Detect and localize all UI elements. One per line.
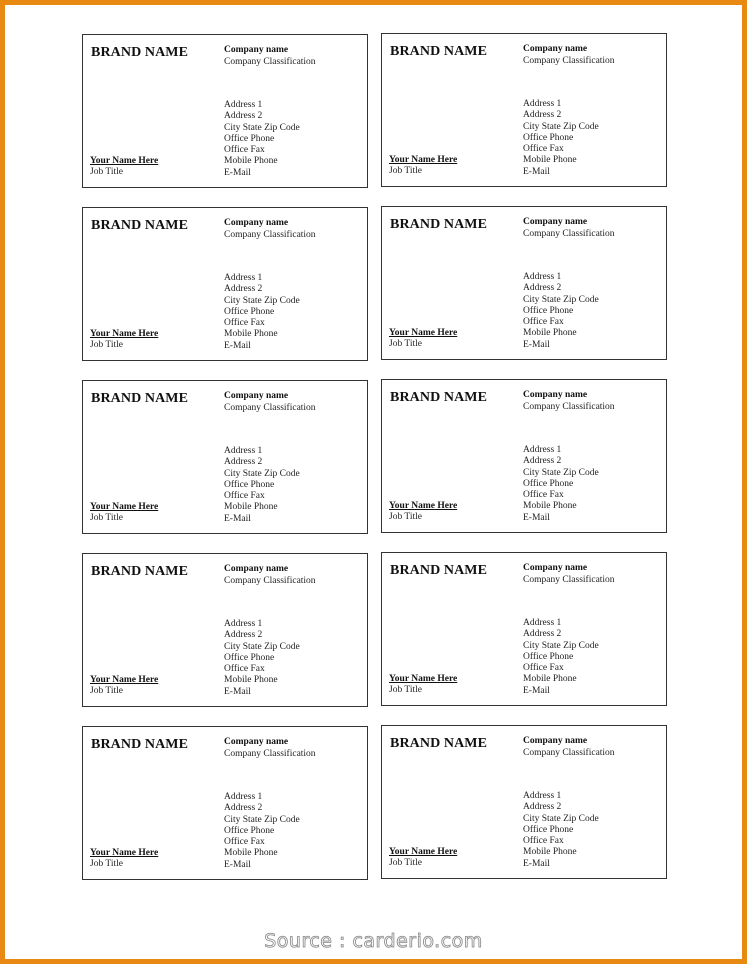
company-classification: Company Classification [523, 748, 615, 758]
contact-details [523, 272, 599, 351]
contact-line: E-Mail [224, 859, 251, 870]
contact-line: Address 2 [523, 283, 562, 294]
contact-line: City State Zip Code [224, 641, 300, 652]
contact-line: E-Mail [224, 167, 251, 178]
contact-line: Address 1 [523, 99, 562, 109]
contact-line: E-Mail [523, 858, 550, 869]
contact-details [523, 618, 599, 697]
job-title: Job Title [90, 340, 124, 350]
contact-line: Mobile Phone [523, 674, 577, 685]
job-title: Job Title [389, 685, 423, 695]
business-card [82, 553, 368, 707]
brand-name: BRAND NAME [390, 736, 488, 751]
contact-line: E-Mail [224, 686, 251, 697]
brand-name: BRAND NAME [390, 563, 488, 578]
job-title: Job Title [90, 686, 124, 696]
business-card [381, 33, 667, 187]
company-classification: Company Classification [523, 402, 615, 412]
company-name: Company name [224, 391, 289, 401]
business-card [82, 34, 368, 188]
contact-line: Address 1 [224, 792, 263, 802]
contact-line: Address 2 [224, 111, 263, 122]
contact-line: City State Zip Code [523, 640, 599, 651]
contact-line: Address 1 [523, 272, 562, 282]
business-card [82, 380, 368, 534]
contact-line: Address 2 [523, 456, 562, 467]
contact-line: Office Phone [523, 132, 574, 143]
contact-line: City State Zip Code [224, 295, 300, 306]
contact-line: E-Mail [224, 513, 251, 524]
contact-line: Office Fax [224, 837, 265, 848]
contact-line: Office Fax [523, 317, 564, 328]
brand-name: BRAND NAME [390, 390, 488, 405]
contact-line: Office Fax [523, 144, 564, 155]
contact-details [523, 445, 599, 524]
contact-line: Mobile Phone [523, 501, 577, 512]
job-title: Job Title [90, 167, 124, 177]
company-name: Company name [224, 737, 289, 747]
contact-line: Office Fax [224, 145, 265, 156]
contact-line: Mobile Phone [224, 329, 278, 340]
contact-line: E-Mail [224, 340, 251, 351]
contact-line: Office Phone [224, 133, 275, 144]
contact-line: Address 1 [224, 619, 263, 629]
job-title: Job Title [389, 339, 423, 349]
contact-details [224, 446, 300, 525]
brand-name: BRAND NAME [91, 391, 189, 406]
contact-line: Office Phone [224, 479, 275, 490]
company-classification: Company Classification [224, 576, 316, 586]
contact-line: Address 2 [224, 803, 263, 814]
your-name: Your Name Here [389, 501, 458, 511]
your-name: Your Name Here [389, 328, 458, 338]
company-classification: Company Classification [523, 56, 615, 66]
contact-line: Mobile Phone [224, 848, 278, 859]
contact-line: Mobile Phone [523, 328, 577, 339]
contact-details [224, 100, 300, 179]
contact-line: Mobile Phone [224, 675, 278, 686]
contact-line: Address 2 [224, 284, 263, 295]
company-name: Company name [224, 564, 289, 574]
company-name: Company name [523, 44, 588, 54]
company-name: Company name [224, 45, 289, 55]
contact-line: Address 2 [523, 110, 562, 121]
contact-line: Mobile Phone [523, 847, 577, 858]
contact-line: Office Phone [224, 306, 275, 317]
business-card [82, 726, 368, 880]
company-classification: Company Classification [224, 57, 316, 67]
contact-line: Address 2 [224, 630, 263, 641]
brand-name: BRAND NAME [91, 737, 189, 752]
contact-line: Mobile Phone [224, 502, 278, 513]
contact-line: City State Zip Code [523, 121, 599, 132]
contact-line: Office Phone [523, 824, 574, 835]
contact-line: City State Zip Code [523, 813, 599, 824]
contact-line: Address 1 [523, 791, 562, 801]
contact-line: City State Zip Code [523, 467, 599, 478]
job-title: Job Title [90, 859, 124, 869]
company-classification: Company Classification [224, 403, 316, 413]
contact-line: Office Phone [523, 305, 574, 316]
contact-line: City State Zip Code [224, 814, 300, 825]
contact-line: Address 1 [224, 273, 263, 283]
contact-line: Address 1 [523, 445, 562, 455]
contact-line: E-Mail [523, 685, 550, 696]
source-watermark: Source : carderio.com [264, 930, 483, 952]
contact-line: Address 2 [523, 629, 562, 640]
contact-line: Office Fax [523, 663, 564, 674]
contact-line: City State Zip Code [523, 294, 599, 305]
contact-line: Address 2 [224, 457, 263, 468]
contact-line: Address 1 [523, 618, 562, 628]
company-classification: Company Classification [523, 575, 615, 585]
your-name: Your Name Here [389, 674, 458, 684]
business-card [381, 379, 667, 533]
contact-line: City State Zip Code [224, 468, 300, 479]
contact-line: Office Fax [224, 664, 265, 675]
company-name: Company name [523, 736, 588, 746]
contact-line: Office Phone [224, 652, 275, 663]
contact-details [523, 99, 599, 178]
contact-line: Office Fax [523, 836, 564, 847]
company-name: Company name [523, 217, 588, 227]
contact-line: Office Fax [523, 490, 564, 501]
business-card [82, 207, 368, 361]
contact-line: Office Phone [523, 651, 574, 662]
contact-line: Office Fax [224, 491, 265, 502]
your-name: Your Name Here [90, 848, 159, 858]
brand-name: BRAND NAME [91, 45, 189, 60]
business-card [381, 725, 667, 879]
company-name: Company name [523, 563, 588, 573]
company-name: Company name [523, 390, 588, 400]
brand-name: BRAND NAME [390, 217, 488, 232]
contact-line: Address 1 [224, 100, 263, 110]
contact-line: E-Mail [523, 339, 550, 350]
company-classification: Company Classification [224, 749, 316, 759]
contact-line: Mobile Phone [224, 156, 278, 167]
company-classification: Company Classification [224, 230, 316, 240]
contact-line: Mobile Phone [523, 155, 577, 166]
contact-line: Office Fax [224, 318, 265, 329]
contact-details [523, 791, 599, 870]
brand-name: BRAND NAME [91, 564, 189, 579]
your-name: Your Name Here [90, 156, 159, 166]
contact-details [224, 792, 300, 871]
your-name: Your Name Here [90, 502, 159, 512]
your-name: Your Name Here [389, 847, 458, 857]
contact-line: Office Phone [523, 478, 574, 489]
contact-line: Address 1 [224, 446, 263, 456]
business-card [381, 206, 667, 360]
contact-line: City State Zip Code [224, 122, 300, 133]
contact-line: E-Mail [523, 512, 550, 523]
brand-name: BRAND NAME [390, 44, 488, 59]
contact-details [224, 619, 300, 698]
job-title: Job Title [389, 858, 423, 868]
job-title: Job Title [389, 166, 423, 176]
business-card [381, 552, 667, 706]
contact-line: Address 2 [523, 802, 562, 813]
contact-line: Office Phone [224, 825, 275, 836]
contact-details [224, 273, 300, 352]
company-classification: Company Classification [523, 229, 615, 239]
your-name: Your Name Here [90, 675, 159, 685]
your-name: Your Name Here [90, 329, 159, 339]
brand-name: BRAND NAME [91, 218, 189, 233]
contact-line: E-Mail [523, 166, 550, 177]
job-title: Job Title [389, 512, 423, 522]
your-name: Your Name Here [389, 155, 458, 165]
company-name: Company name [224, 218, 289, 228]
job-title: Job Title [90, 513, 124, 523]
